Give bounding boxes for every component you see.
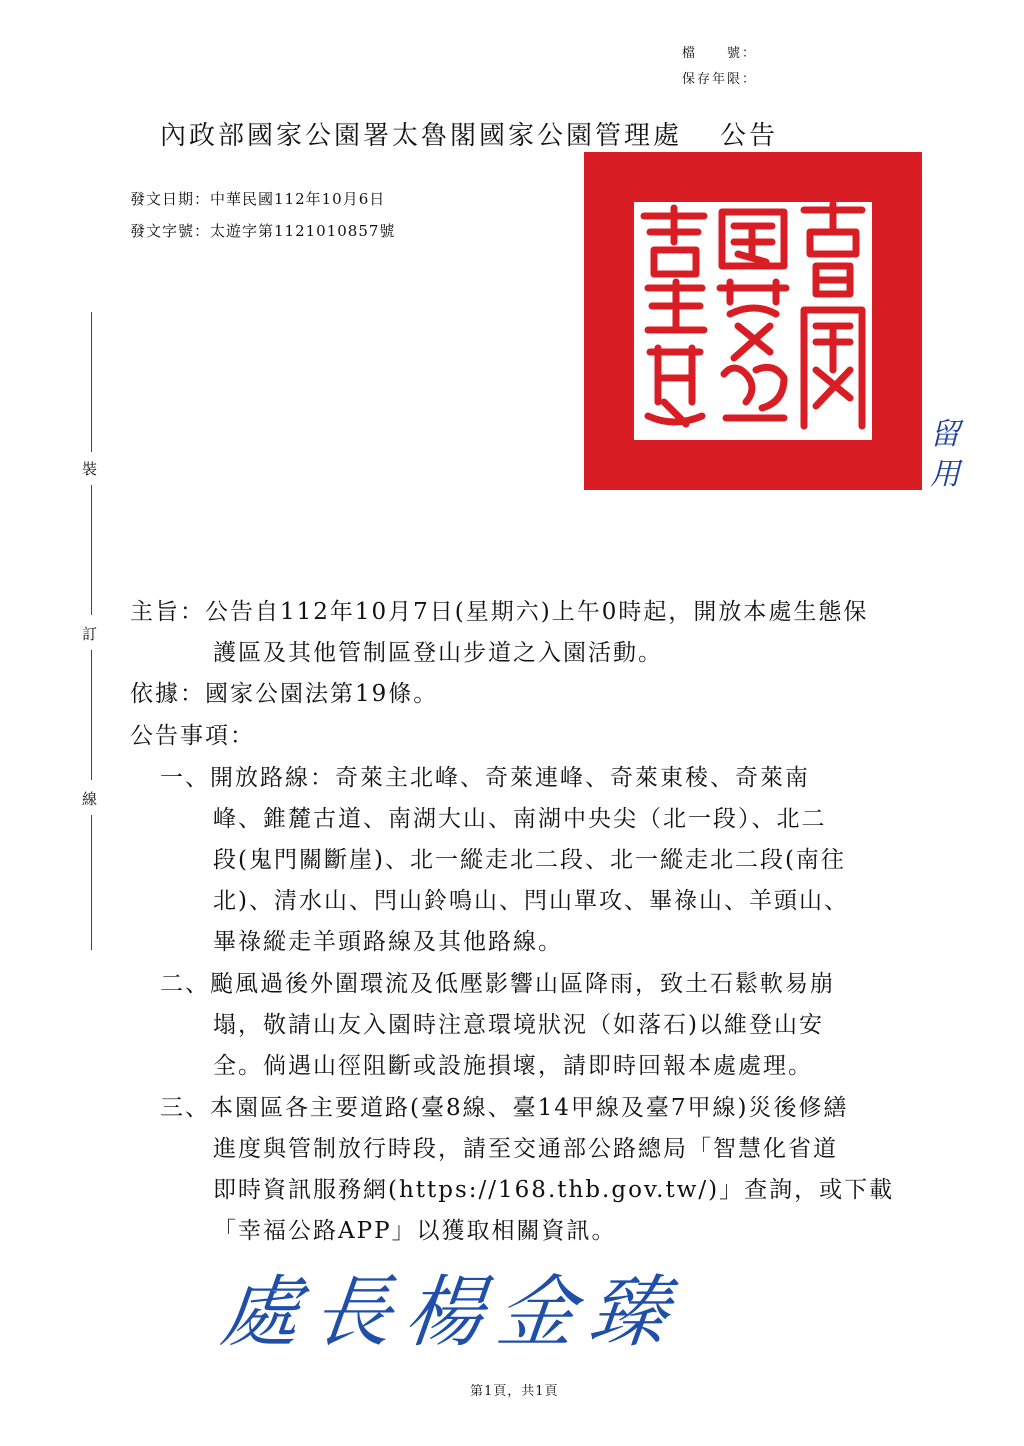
binding-line <box>91 485 92 615</box>
items-heading: 公告事項： <box>130 723 255 749</box>
item-1-line-2: 峰、錐麓古道、南湖大山、南湖中央尖（北一段）、北二 <box>213 806 827 832</box>
item-3-line-1: 三、本園區各主要道路(臺8線、臺14甲線及臺7甲線)災後修繕 <box>160 1095 849 1121</box>
binding-char-3: 線 <box>82 790 98 808</box>
director-signature: 處長楊金臻 <box>216 1268 687 1358</box>
binding-char-2: 訂 <box>82 625 98 643</box>
subject-line-1: 主旨：公告自112年10月7日(星期六)上午0時起，開放本處生態保 <box>130 599 869 625</box>
item-3-line-3: 即時資訊服務網(https://168.thb.gov.tw/)」查詢，或下載 <box>213 1177 895 1203</box>
file-number-label: 檔 號： <box>682 46 758 61</box>
item-2-line-1: 二、颱風過後外圍環流及低壓影響山區降雨，致土石鬆軟易崩 <box>160 971 835 997</box>
reserve-char-1: 留 <box>930 417 960 452</box>
retention-period-label: 保存年限： <box>682 72 758 87</box>
binding-line <box>91 650 92 780</box>
item-3-line-4: 「幸福公路APP」以獲取相關資訊。 <box>213 1218 617 1244</box>
document-title <box>160 115 778 152</box>
reserve-char-2: 用 <box>930 457 960 492</box>
item-1-line-5: 畢祿縱走羊頭路線及其他路線。 <box>213 929 563 955</box>
binding-char-1: 裝 <box>82 460 98 478</box>
subject-line-2: 護區及其他管制區登山步道之入園活動。 <box>213 640 663 666</box>
document-kind: 公告 <box>720 121 779 151</box>
item-3-line-2: 進度與管制放行時段，請至交通部公路總局「智慧化省道 <box>213 1136 838 1162</box>
official-seal <box>584 152 922 490</box>
seal-script-graphic <box>634 202 872 440</box>
issue-number: 發文字號：太遊字第1121010857號 <box>130 222 396 240</box>
item-1-line-1: 一、開放路線：奇萊主北峰、奇萊連峰、奇萊東稜、奇萊南 <box>160 765 810 791</box>
issue-date: 發文日期：中華民國112年10月6日 <box>130 190 386 208</box>
item-2-line-2: 塌，敬請山友入園時注意環境狀況（如落石)以維登山安 <box>213 1012 824 1038</box>
item-2-line-3: 全。倘遇山徑阻斷或設施損壞，請即時回報本處處理。 <box>213 1053 813 1079</box>
item-1-line-3: 段(鬼門關斷崖)、北一縱走北二段、北一縱走北二段(南往 <box>213 847 846 873</box>
item-1-line-4: 北)、清水山、閂山鈴鳴山、閂山單攻、畢祿山、羊頭山、 <box>213 888 849 914</box>
basis-line: 依據：國家公園法第19條。 <box>130 681 439 707</box>
page-number: 第1頁，共1頁 <box>470 1384 559 1399</box>
binding-line <box>91 312 92 452</box>
binding-line <box>91 815 92 950</box>
reserve-stamp <box>930 415 962 495</box>
agency-name: 內政部國家公園署太魯閣國家公園管理處 <box>160 121 683 151</box>
